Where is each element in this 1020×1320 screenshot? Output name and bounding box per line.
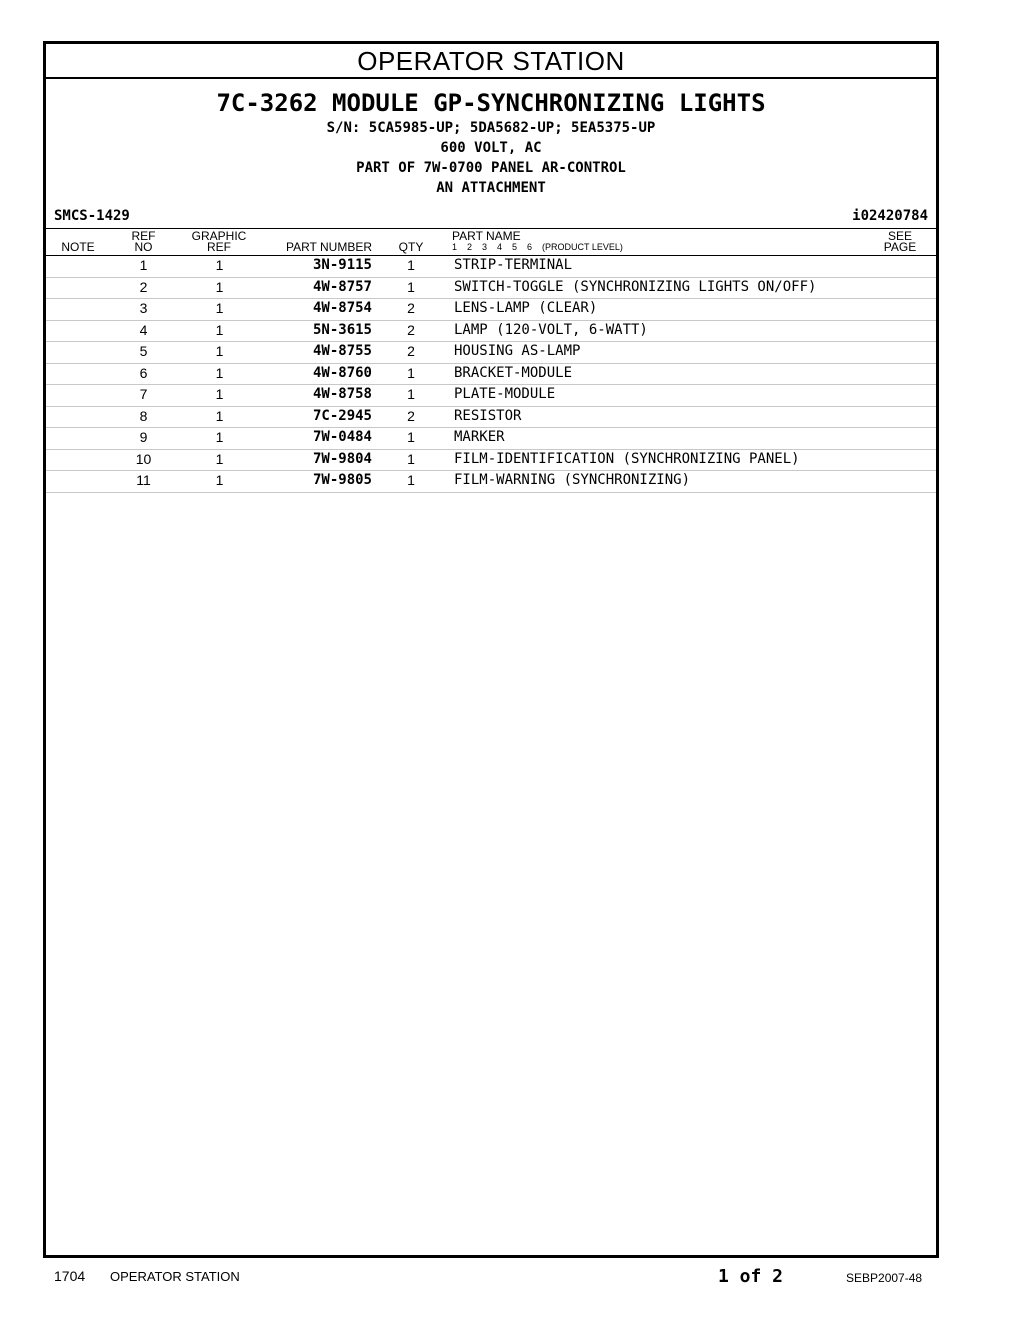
part-name: FILM-IDENTIFICATION (SYNCHRONIZING PANEL) bbox=[454, 450, 800, 467]
parts-row bbox=[46, 428, 936, 450]
quantity: 1 bbox=[407, 278, 415, 295]
quantity: 2 bbox=[407, 343, 415, 359]
graphic-ref: 1 bbox=[215, 429, 224, 445]
part-number: 7W-0484 bbox=[312, 429, 372, 445]
serial-numbers: S/N: 5CA5985-UP; 5DA5682-UP; 5EA5375-UP bbox=[326, 120, 656, 136]
ref-no: 2 bbox=[139, 278, 148, 295]
graphic-ref: 1 bbox=[215, 407, 224, 424]
illustration-id: i02420784 bbox=[852, 208, 928, 224]
ref-no: 10 bbox=[135, 450, 152, 467]
header-part-number: PART NUMBER bbox=[285, 240, 372, 254]
graphic-ref: 1 bbox=[215, 257, 224, 273]
parts-row bbox=[46, 321, 936, 343]
voltage-line: 600 VOLT, AC bbox=[440, 140, 542, 156]
quantity: 2 bbox=[407, 300, 415, 316]
parts-row bbox=[46, 342, 936, 364]
parts-list bbox=[46, 256, 936, 493]
ref-no: 5 bbox=[139, 343, 148, 359]
part-number: 4W-8758 bbox=[312, 386, 372, 402]
part-name: SWITCH-TOGGLE (SYNCHRONIZING LIGHTS ON/OFF) bbox=[454, 278, 817, 295]
graphic-ref: 1 bbox=[215, 300, 224, 316]
graphic-ref: 1 bbox=[215, 343, 224, 359]
part-number: 4W-8757 bbox=[312, 278, 372, 295]
header-ref-bottom: NO bbox=[134, 240, 153, 254]
part-of-line: PART OF 7W-0700 PANEL AR-CONTROL bbox=[356, 160, 626, 176]
parts-row bbox=[46, 299, 936, 321]
header-graphic-ref bbox=[186, 231, 252, 253]
ref-no: 1 bbox=[139, 257, 148, 273]
part-name: RESISTOR bbox=[454, 407, 522, 424]
part-name: FILM-WARNING (SYNCHRONIZING) bbox=[454, 472, 691, 488]
quantity: 1 bbox=[407, 386, 415, 402]
quantity: 1 bbox=[407, 472, 415, 488]
header-see-bottom: PAGE bbox=[883, 240, 917, 254]
quantity: 1 bbox=[407, 450, 415, 467]
part-name: PLATE-MODULE bbox=[454, 386, 556, 402]
graphic-ref: 1 bbox=[215, 450, 224, 467]
attachment-line: AN ATTACHMENT bbox=[436, 180, 546, 196]
ref-no: 6 bbox=[139, 364, 148, 381]
part-name: LAMP (120-VOLT, 6-WATT) bbox=[454, 321, 648, 338]
quantity: 1 bbox=[407, 429, 415, 445]
ref-no: 4 bbox=[139, 321, 148, 338]
ref-no: 3 bbox=[139, 300, 148, 316]
footer-page-number: 1704 bbox=[54, 1268, 86, 1284]
parts-row bbox=[46, 278, 936, 300]
graphic-ref: 1 bbox=[215, 472, 224, 488]
graphic-ref: 1 bbox=[215, 364, 224, 381]
graphic-ref: 1 bbox=[215, 278, 224, 295]
quantity: 1 bbox=[407, 257, 415, 273]
part-number: 4W-8760 bbox=[312, 364, 372, 381]
header-qty: QTY bbox=[398, 240, 424, 254]
parts-row bbox=[46, 364, 936, 386]
footer-doc-id: SEBP2007-48 bbox=[846, 1271, 923, 1285]
parts-row bbox=[46, 385, 936, 407]
quantity: 2 bbox=[407, 407, 415, 424]
parts-row bbox=[46, 256, 936, 278]
parts-row bbox=[46, 450, 936, 472]
parts-row bbox=[46, 471, 936, 493]
graphic-ref: 1 bbox=[215, 386, 224, 402]
part-name: MARKER bbox=[454, 429, 505, 445]
section-title: OPERATOR STATION bbox=[46, 44, 936, 79]
quantity: 2 bbox=[407, 321, 415, 338]
part-name: LENS-LAMP (CLEAR) bbox=[454, 300, 598, 316]
footer-page-of: 1 of 2 bbox=[718, 1266, 784, 1287]
header-ref-no bbox=[126, 231, 161, 253]
page-frame bbox=[43, 41, 939, 1258]
part-number: 3N-9115 bbox=[312, 257, 372, 273]
part-name: STRIP-TERMINAL bbox=[454, 257, 573, 273]
part-name: HOUSING AS-LAMP bbox=[454, 343, 581, 359]
header-ref-top: REF bbox=[131, 229, 156, 243]
part-number: 7C-2945 bbox=[312, 407, 372, 424]
smcs-code: SMCS-1429 bbox=[54, 208, 130, 224]
ref-no: 7 bbox=[139, 386, 148, 402]
ref-no: 11 bbox=[136, 472, 151, 488]
graphic-ref: 1 bbox=[215, 321, 224, 338]
quantity: 1 bbox=[407, 364, 415, 381]
part-name: BRACKET-MODULE bbox=[454, 364, 573, 381]
part-number: 4W-8754 bbox=[312, 300, 372, 316]
module-title: 7C-3262 MODULE GP-SYNCHRONIZING LIGHTS bbox=[216, 89, 766, 117]
part-number: 7W-9804 bbox=[312, 450, 372, 467]
parts-row bbox=[46, 407, 936, 429]
header-note: NOTE bbox=[61, 240, 95, 254]
ref-no: 8 bbox=[139, 407, 148, 424]
header-graphic-top: GRAPHIC bbox=[191, 229, 247, 243]
header-product-levels: 1 2 3 4 5 6 (PRODUCT LEVEL) bbox=[452, 242, 623, 252]
header-graphic-bottom: REF bbox=[207, 240, 231, 254]
ref-no: 9 bbox=[139, 429, 148, 445]
header-see-page bbox=[882, 231, 918, 253]
part-number: 4W-8755 bbox=[312, 343, 372, 359]
header-see-top: SEE bbox=[887, 229, 912, 243]
part-number: 5N-3615 bbox=[312, 321, 372, 338]
footer-section: OPERATOR STATION bbox=[110, 1269, 240, 1284]
header-part-name: PART NAME bbox=[452, 229, 521, 243]
part-number: 7W-9805 bbox=[312, 472, 372, 488]
